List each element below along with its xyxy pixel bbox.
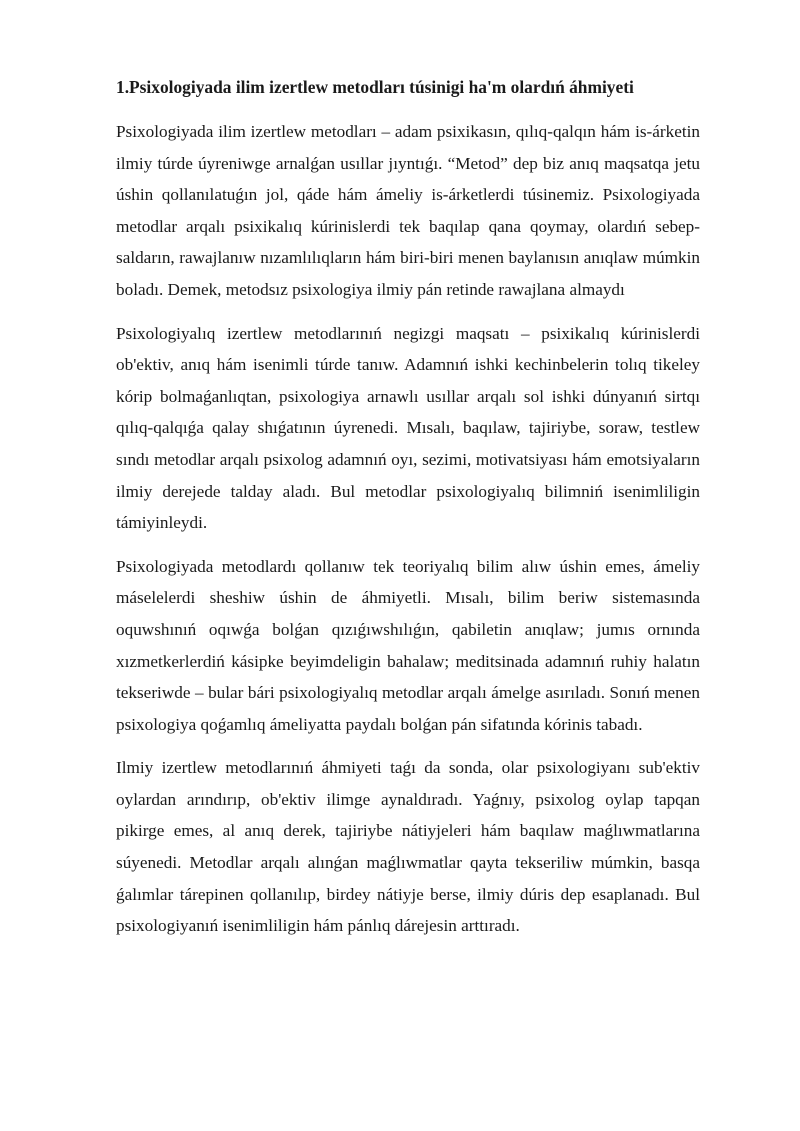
paragraph-4: Ilmiy izertlew metodlarınıń áhmiyeti taǵı da sonda, olar psixologiyanı sub'ektiv oylardan arındırıp, ob'ektiv ilimge aynaldıradı. Yaǵnıy, psixolog oylap tapqan pikirge emes, al anıq derek, tajiriybe nátiyjeleri hám baqılaw maǵlıwmatlarına súyenedi. Metodlar arqalı alınǵan maǵlıwmatlar qayta tekseriliw múmkin, basqa ǵalımlar tárepinen qollanılıp, birdey nátiyje berse, ilmiy dúris dep esaplanadı. Bul psixologiyanıń isenimliligin hám pánlıq dárejesin arttıradı. <box>116 758 700 936</box>
section-heading: 1.Psixologiyada ilim izertlew metodları túsinigi ha'm olardıń áhmiyeti <box>116 77 634 97</box>
document-body <box>116 74 700 954</box>
paragraph-2: Psixologiyalıq izertlew metodlarınıń negizgi maqsatı – psixikalıq kúrinislerdi ob'ektiv, anıq hám isenimli túrde tanıw. Adamnıń ishki kechinbelerin tolıq tikeley kórip bolmaǵanlıqtan, psixologiya arnawlı usıllar arqalı sol ishki dúnyanıń sirtqı qılıq-qalqıǵa qalay shıǵatının úyrenedi. Mısalı, baqılaw, tajiriybe, soraw, testlew sındı metodlar arqalı psixolog adamnıń oyı, sezimi, motivatsiyası hám emotsiyaların ilmiy derejede talday aladı. Bul metodlar psixologiyalıq bilimniń isenimliligin támiyinleydi. <box>116 323 700 533</box>
paragraph-1: Psixologiyada ilim izertlew metodları – adam psixikasın, qılıq-qalqın hám is-árketin ilmiy túrde úyreniwge arnalǵan usıllar jıyntıǵı. “Metod” dep biz anıq maqsatqa jetu úshin qollanılatuǵın jol, qáde hám ámeliy is-árketlerdi túsinemiz. Psixologiyada metodlar arqalı psixikalıq kúrinislerdi tek baqılap qana qoymay, olardıń sebep-saldarın, rawajlanıw nızamlılıqların hám biri-biri menen baylanısın anıqlaw múmkin boladı. Demek, metodsız psixologiya ilmiy pán retinde rawajlana almaydı <box>116 122 700 299</box>
paragraph-3: Psixologiyada metodlardı qollanıw tek teoriyalıq bilim alıw úshin emes, ámeliy máselelerdi sheshiw úshin de áhmiyetli. Mısalı, bilim beriw sistemasında oquwshınıń oqıwǵa bolǵan qızıǵıwshılıǵın, qabiletin anıqlaw; jumıs ornında xızmetkerlerdiń kásipke beyimdeligin bahalaw; meditsinada adamnıń ruhiy halatın tekseriwde – bular bári psixologiyalıq metodlar arqalı ámelge asırıladı. Sonıń menen psixologiya qoǵamlıq ámeliyatta paydalı bolǵan pán sifatında kórinis tabadı. <box>116 556 700 734</box>
